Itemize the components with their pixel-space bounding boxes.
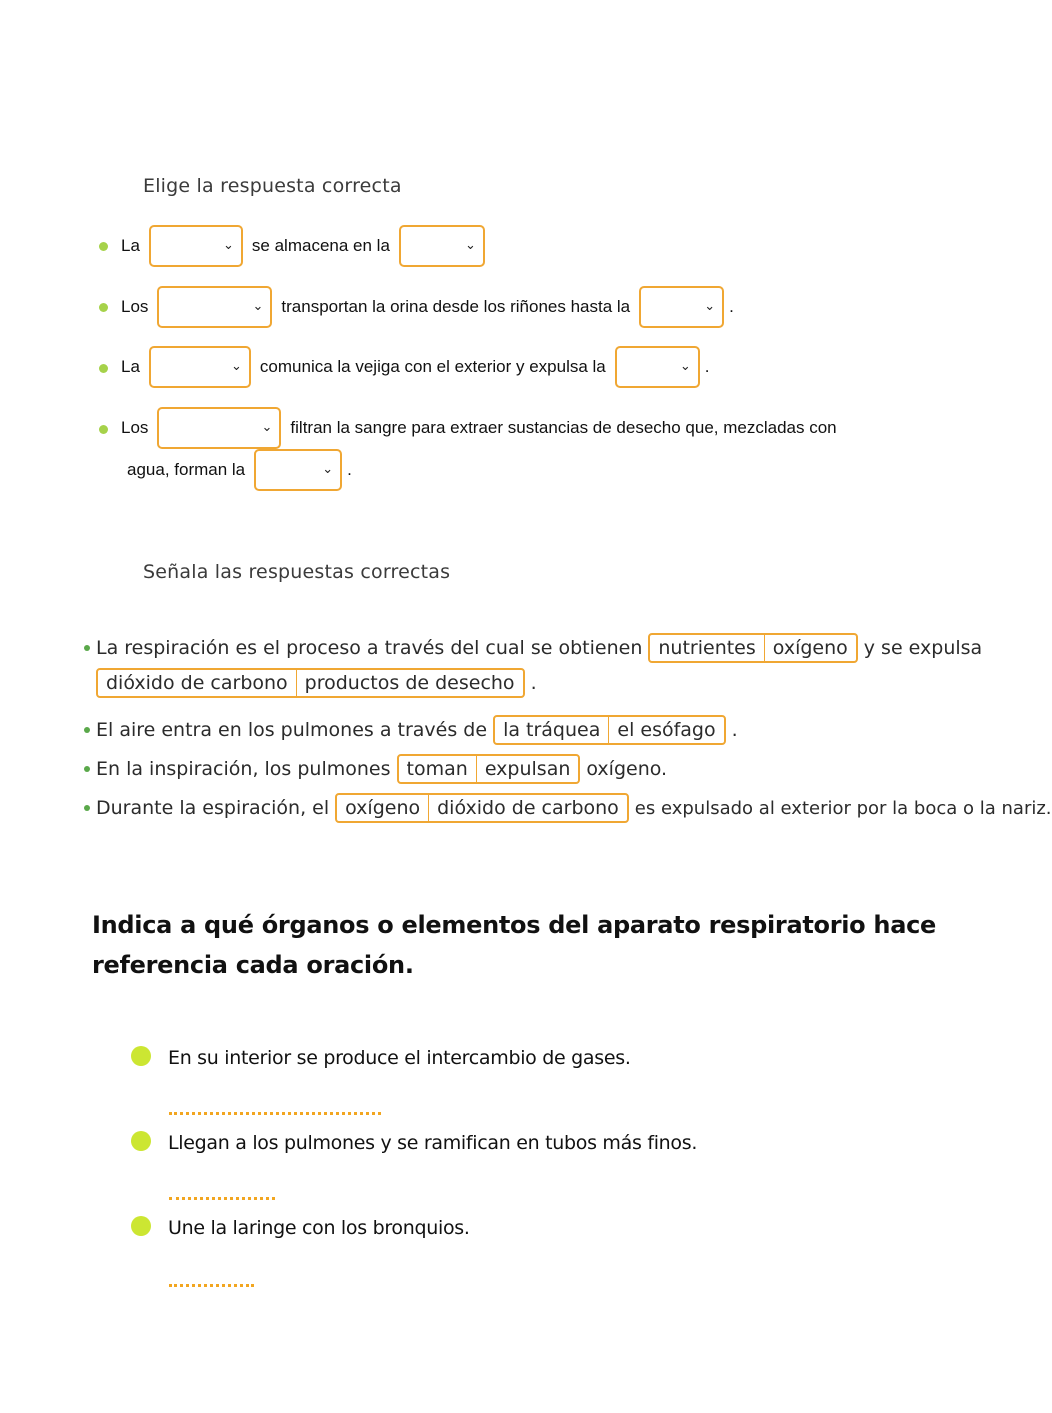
fill-row-1 <box>121 225 485 267</box>
answer-line[interactable] <box>169 1112 381 1115</box>
chevron-down-icon: ⌄ <box>465 238 476 253</box>
sentence-text: y se expulsa <box>863 637 983 659</box>
option-group <box>335 793 629 823</box>
chevron-down-icon: ⌄ <box>231 359 242 374</box>
chevron-down-icon: ⌄ <box>261 420 273 435</box>
option-la-traquea[interactable]: la tráquea <box>503 719 601 741</box>
row-text: . <box>729 297 734 316</box>
sentence-text: El aire entra en los pulmones a través de <box>96 719 488 741</box>
bullet <box>84 805 90 811</box>
option-el-esofago[interactable]: el esófago <box>608 717 723 743</box>
bullet <box>99 242 108 251</box>
chevron-down-icon: ⌄ <box>322 462 334 477</box>
dropdown-3a[interactable] <box>149 346 251 388</box>
question-text: Une la laringe con los bronquios. <box>168 1217 470 1239</box>
option-group <box>648 633 857 663</box>
row-text: transportan la orina desde los riñones hasta la <box>281 297 631 316</box>
row-text: filtran la sangre para extraer sustancias de desecho que, mezcladas con <box>290 418 837 437</box>
bullet <box>99 425 108 434</box>
section2-heading: Señala las respuestas correctas <box>143 561 451 583</box>
bullet <box>131 1216 151 1236</box>
dropdown-1a[interactable] <box>149 225 243 267</box>
fill-row-3 <box>121 346 710 388</box>
dropdown-1b[interactable] <box>399 225 485 267</box>
option-oxigeno[interactable]: oxígeno <box>764 635 856 661</box>
bullet <box>99 364 108 373</box>
row-text: La <box>121 236 140 255</box>
bullet <box>131 1131 151 1151</box>
option-expulsan[interactable]: expulsan <box>476 756 579 782</box>
fill-row-4-cont <box>127 449 352 491</box>
title-line: Indica a qué órganos o elementos del aparato respiratorio hace <box>92 911 937 939</box>
choice-sentence-4 <box>84 793 1052 823</box>
dropdown-3b[interactable] <box>615 346 700 388</box>
row-text: comunica la vejiga con el exterior y expulsa la <box>259 357 606 376</box>
dropdown-2a[interactable] <box>157 286 272 328</box>
sentence-text: . <box>530 672 537 694</box>
chevron-down-icon: ⌄ <box>704 299 716 314</box>
dropdown-2b[interactable] <box>639 286 724 328</box>
fill-row-2 <box>121 286 734 328</box>
choice-sentence-2 <box>84 715 738 745</box>
option-productos-de-desecho[interactable]: productos de desecho <box>296 670 523 696</box>
chevron-down-icon: ⌄ <box>679 359 691 374</box>
chevron-down-icon: ⌄ <box>223 238 234 253</box>
sentence-text: Durante la espiración, el <box>96 797 330 819</box>
row-text: . <box>347 460 352 479</box>
section3-title <box>92 905 936 985</box>
row-text: . <box>704 357 710 376</box>
bullet <box>84 727 90 733</box>
option-group <box>397 754 581 784</box>
dropdown-4a[interactable] <box>157 407 281 449</box>
row-text: La <box>121 357 140 376</box>
row-text: Los <box>121 297 149 316</box>
question-text: Llegan a los pulmones y se ramifican en tubos más finos. <box>168 1132 698 1154</box>
option-group <box>493 715 726 745</box>
fill-row-4 <box>121 407 837 449</box>
choice-sentence-1b <box>92 668 537 698</box>
sentence-text: es expulsado al exterior por la boca o la nariz. <box>634 797 1052 819</box>
option-dioxido-de-carbono[interactable]: dióxido de carbono <box>428 795 627 821</box>
title-line: referencia cada oración. <box>92 951 414 979</box>
option-nutrientes[interactable]: nutrientes <box>658 637 756 659</box>
option-group <box>96 668 525 698</box>
bullet <box>131 1046 151 1066</box>
choice-sentence-1 <box>84 633 982 663</box>
sentence-text: . <box>731 719 738 741</box>
sentence-text: oxígeno. <box>586 758 668 780</box>
answer-line[interactable] <box>169 1197 275 1200</box>
option-toman[interactable]: toman <box>406 758 468 780</box>
dropdown-4b[interactable] <box>254 449 342 491</box>
chevron-down-icon: ⌄ <box>252 299 264 314</box>
sentence-text: La respiración es el proceso a través del cual se obtienen <box>96 637 643 659</box>
row-text: se almacena en la <box>251 236 390 255</box>
section1-heading: Elige la respuesta correcta <box>143 175 402 197</box>
choice-sentence-3 <box>84 754 667 784</box>
question-text: En su interior se produce el intercambio de gases. <box>168 1047 631 1069</box>
row-text: Los <box>121 418 149 437</box>
row-text: agua, forman la <box>127 460 246 479</box>
sentence-text: En la inspiración, los pulmones <box>96 758 391 780</box>
answer-line[interactable] <box>169 1284 254 1287</box>
bullet <box>84 645 90 651</box>
option-dioxido-de-carbono[interactable]: dióxido de carbono <box>106 672 288 694</box>
option-oxigeno[interactable]: oxígeno <box>345 797 421 819</box>
bullet <box>84 766 90 772</box>
bullet <box>99 303 108 312</box>
